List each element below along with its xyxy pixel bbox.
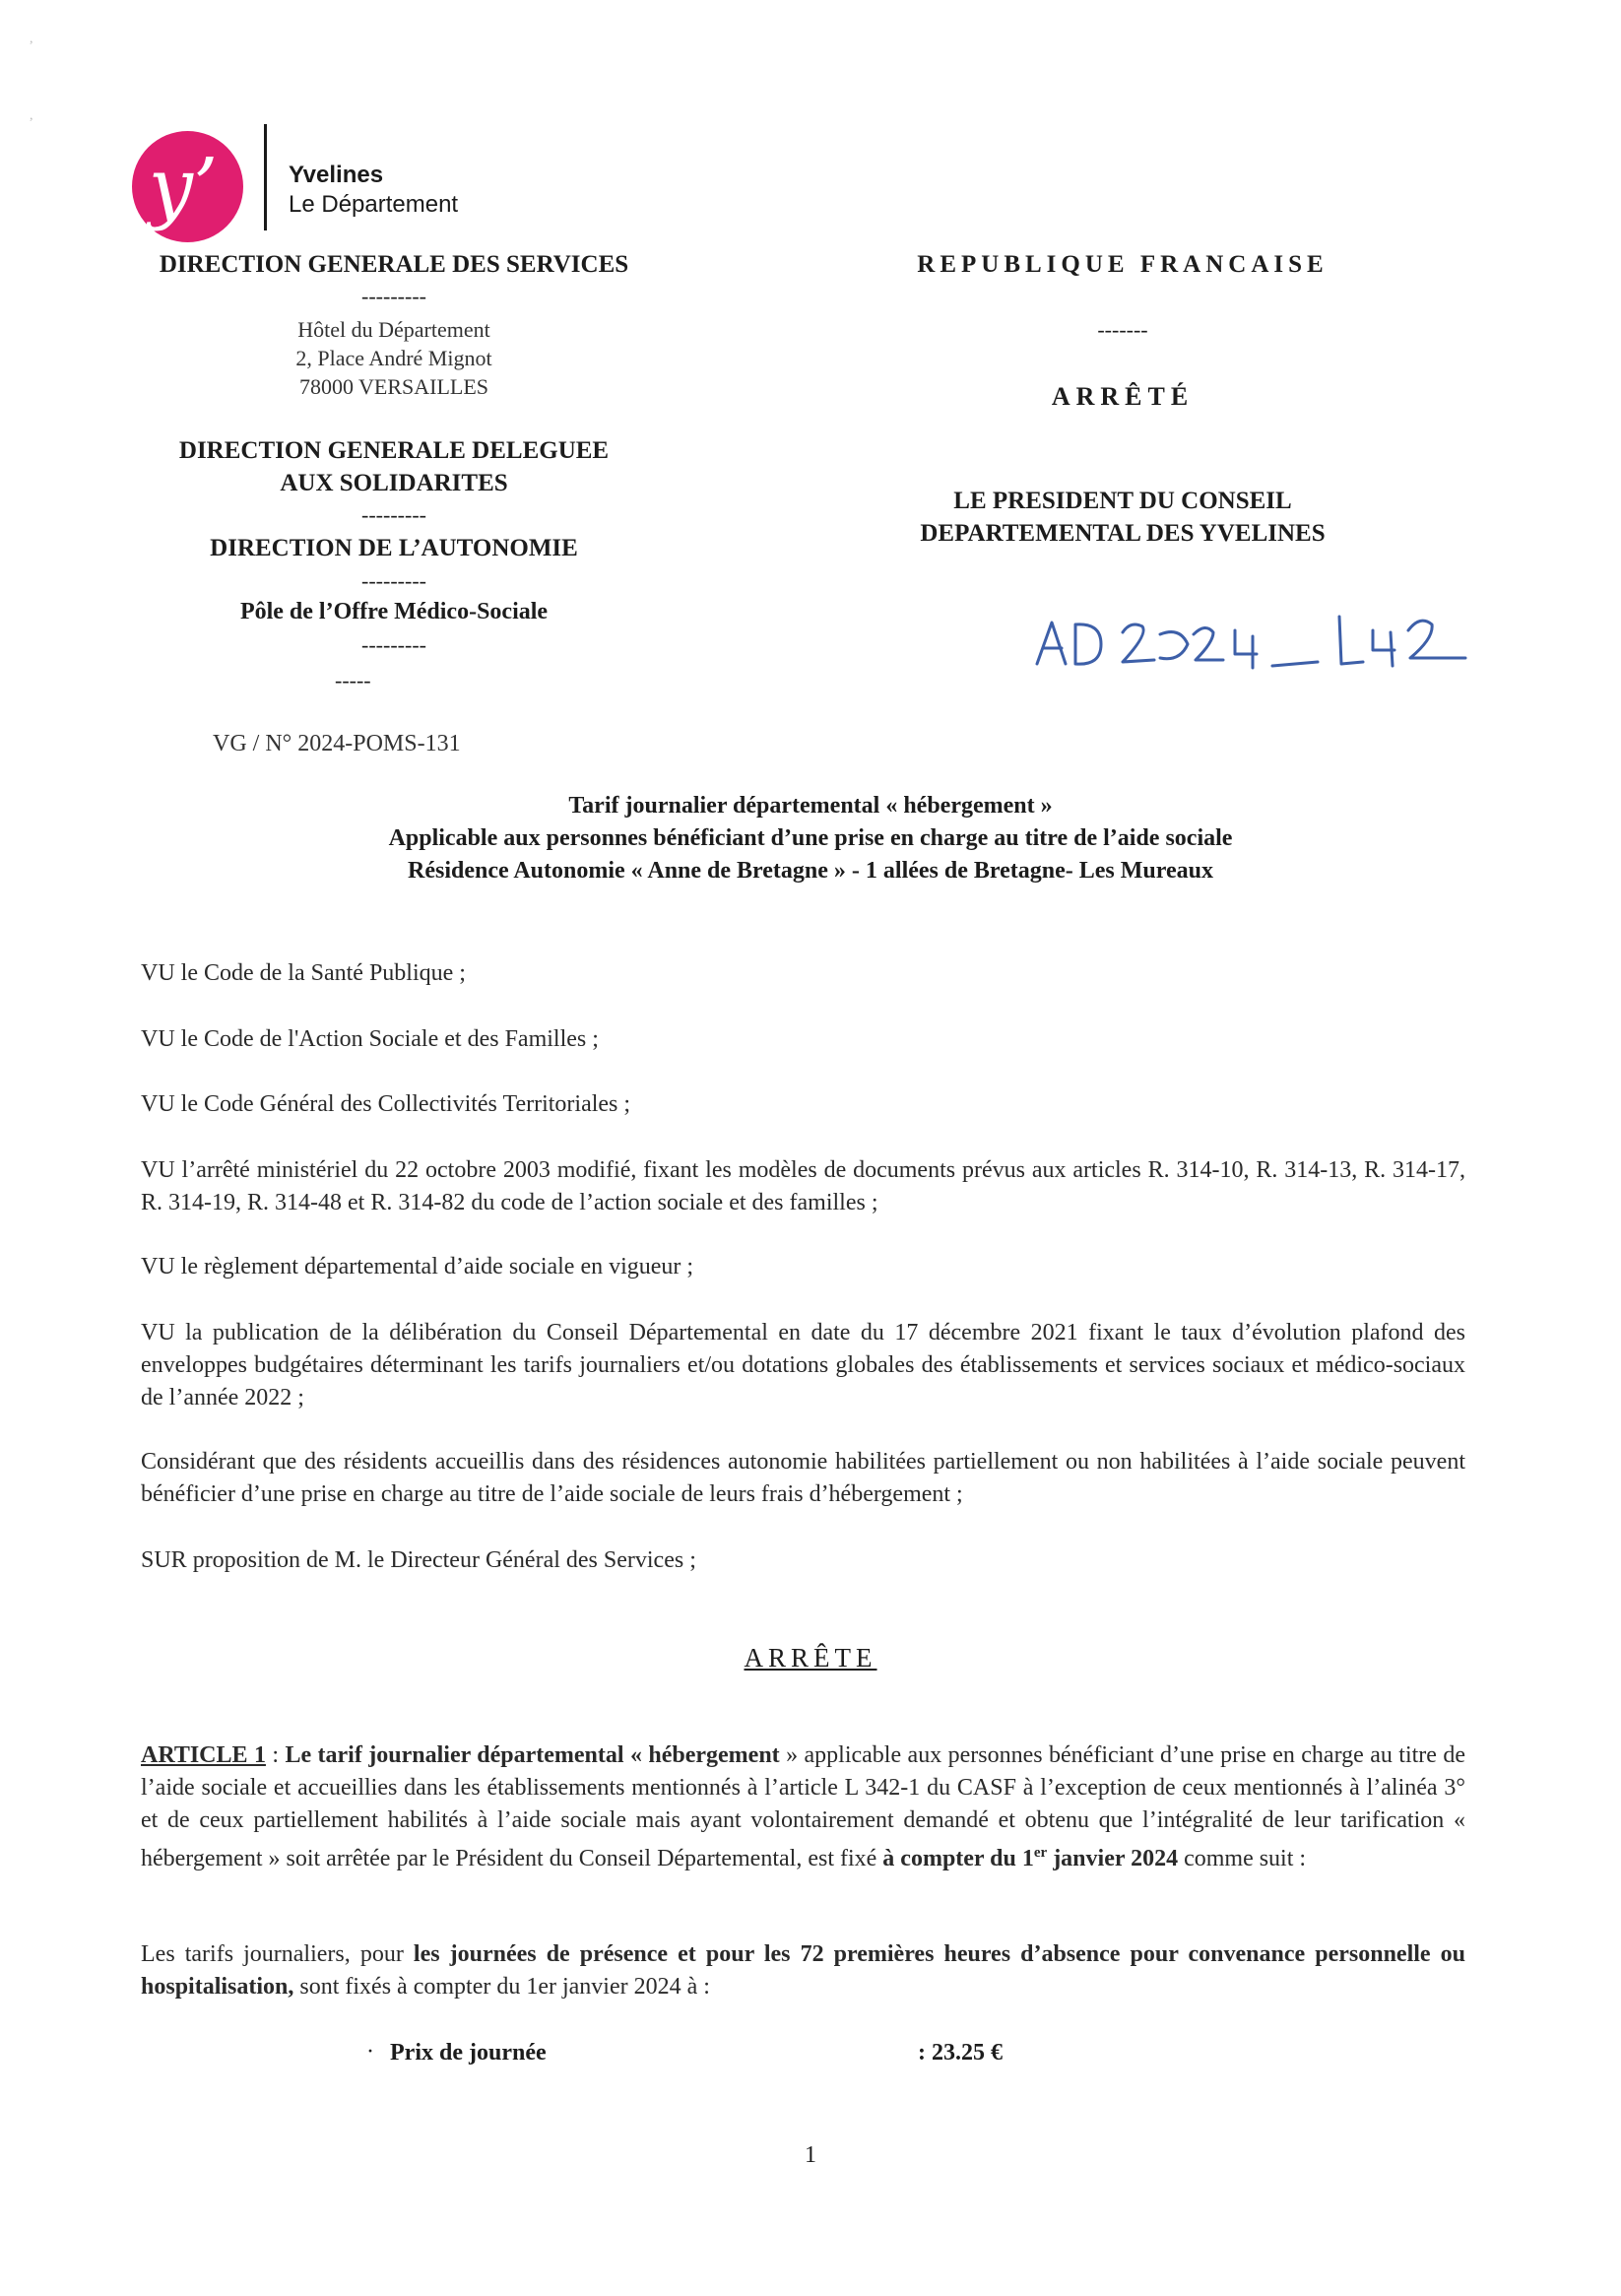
visa-item: VU la publication de la délibération du Conseil Départemental en date du 17 décembre 2021 fixant le taux d’évolution plafond des enveloppes budgétaires déterminant les tarifs journaliers et/ou dotations globales des établissements et services sociaux et médico-sociaux de l’année 2022 ; (141, 1320, 1465, 1410)
article-1-colon: : (265, 1742, 286, 1768)
visa-item: Considérant que des résidents accueillis dans des résidences autonomie habilitées partiellement ou non habilitées à l’aide sociale peuvent bénéficier d’une prise en charge au titre de l’aide sociale de leurs frais d’hébergement ; (141, 1449, 1465, 1507)
address-line-1: Hôtel du Département (297, 317, 490, 342)
article-1-date-sup: er (1033, 1845, 1048, 1861)
logo-name: Yvelines (289, 162, 384, 188)
yvelines-logo-mark (132, 131, 243, 242)
visa-item: VU le Code Général des Collectivités Territoriales ; (141, 1091, 631, 1117)
article-1-label: ARTICLE 1 (141, 1742, 266, 1768)
address-line-2: 2, Place André Mignot (295, 346, 492, 370)
article-1 (141, 1739, 1465, 1875)
yvelines-logo (132, 131, 243, 242)
logo-subtitle: Le Département (289, 191, 459, 218)
article-1-text-end: comme suit : (1178, 1846, 1307, 1871)
president-line-1: LE PRESIDENT DU CONSEIL (953, 488, 1292, 514)
article-1-date-part-2: janvier 2024 (1047, 1846, 1179, 1871)
title-line-2: Applicable aux personnes bénéficiant d’une prise en charge au titre de l’aide sociale (388, 825, 1233, 851)
tarif-label: Prix de journée (390, 2040, 547, 2066)
autonomie-heading: DIRECTION DE L’AUTONOMIE (210, 535, 578, 561)
pole-heading: Pôle de l’Offre Médico-Sociale (239, 599, 549, 624)
address-line-3: 78000 VERSAILLES (298, 374, 489, 399)
tarifs-intro (141, 1938, 1465, 2003)
scan-mark: , (30, 108, 33, 123)
visa-item: VU le Code de l'Action Sociale et des Familles ; (141, 1026, 599, 1052)
arrete-heading (0, 1643, 1621, 1673)
tarifs-intro-plain: Les tarifs journaliers, pour (141, 1941, 414, 1967)
visa-item: VU l’arrêté ministériel du 22 octobre 2003 modifié, fixant les modèles de documents prévus aux articles R. 314-10, R. 314-13, R. 314-17, R. 314-19, R. 314-48 et R. 314-82 du code de l’action sociale et des familles ; (141, 1157, 1465, 1215)
handwritten-signature-mark (1032, 603, 1485, 691)
separator: --------- (361, 284, 426, 308)
tarifs-intro-end: sont fixés à compter du 1er janvier 2024 à : (293, 1974, 710, 2000)
president-line-2: DEPARTEMENTAL DES YVELINES (920, 520, 1326, 547)
title-line-1: Tarif journalier départemental « hébergement » (568, 793, 1053, 819)
arrete-heading-text: ARRÊTE (744, 1643, 877, 1673)
separator: --------- (361, 632, 426, 657)
separator: ------- (1097, 317, 1148, 342)
article-1-date-part-1: à compter du 1 (882, 1846, 1034, 1871)
separator: ----- (335, 668, 371, 692)
logo-divider (264, 124, 267, 230)
reference-number: VG / N° 2024-POMS-131 (213, 731, 461, 756)
dgds-heading-1: DIRECTION GENERALE DELEGUEE (178, 437, 610, 464)
title-line-3: Résidence Autonomie « Anne de Bretagne » - 1 allées de Bretagne- Les Mureaux (408, 858, 1213, 884)
separator: --------- (361, 502, 426, 527)
article-1-bold-intro: Le tarif journalier départemental « hébergement (285, 1742, 780, 1768)
visa-item: SUR proposition de M. le Directeur Général des Services ; (141, 1547, 696, 1573)
tarif-value: : 23.25 € (918, 2040, 1003, 2066)
visa-item: VU le Code de la Santé Publique ; (141, 960, 466, 986)
tarifs-intro-bold: les journées de présence et pour les 72 premières heures d’absence pour convenance personnelle ou hospitalisation, (141, 1941, 1465, 2000)
republique-heading: REPUBLIQUE FRANCAISE (917, 251, 1329, 278)
tarif-bullet: · (366, 2039, 374, 2065)
arrete-title: ARRÊTÉ (1051, 382, 1195, 411)
scan-mark: , (30, 32, 33, 46)
page-number: 1 (805, 2142, 816, 2168)
svg-text:y’: y’ (148, 141, 219, 232)
handwritten-decree-number (1032, 603, 1485, 696)
dgs-heading: DIRECTION GENERALE DES SERVICES (159, 251, 629, 278)
article-1-text: » applicable aux personnes bénéficiant d’une prise en charge au titre de l’aide sociale et accueillies dans les établissements mentionnés à l’article L 342-1 du CASF à l’exception de ceux mentionnés à l’alinéa 3° et de ceux partiellement habilités à l’aide sociale mais ayant volontairement demandé et obtenu que l’intégralité de leur tarification « hébergement » soit arrêtée par le Président du Conseil Départemental, est fixé (141, 1742, 1465, 1871)
dgds-heading-2: AUX SOLIDARITES (280, 470, 508, 496)
visa-item: VU le règlement départemental d’aide sociale en vigueur ; (141, 1254, 694, 1279)
separator: --------- (361, 568, 426, 593)
